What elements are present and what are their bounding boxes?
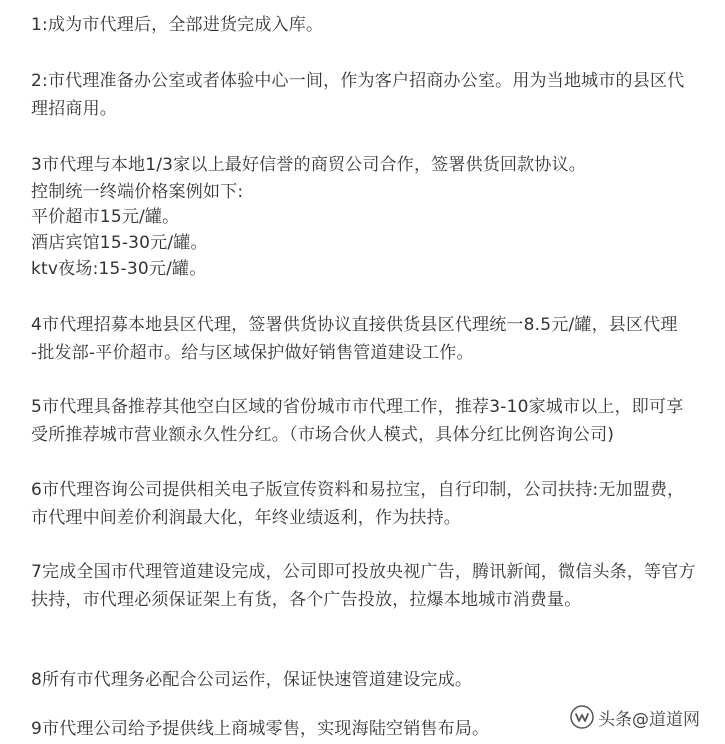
paragraph-6-line-2: 市代理中间差价利润最大化，年终业绩返利，作为扶持。 xyxy=(31,508,461,528)
paragraph-7-line-1: 7完成全国市代理管道建设完成，公司即可投放央视广告，腾讯新闻，微信头条，等官方 xyxy=(31,562,696,582)
paragraph-7-line-2: 扶持，市代理必须保证架上有货，各个广告投放，拉爆本地城市消费量。 xyxy=(31,590,582,610)
wechat-channel-icon xyxy=(570,705,594,729)
paragraph-5-line-1: 5市代理具备推荐其他空白区域的省份城市市代理工作，推荐3-10家城市以上，即可享 xyxy=(31,397,684,417)
paragraph-1-line-1: 1:成为市代理后，全部进货完成入库。 xyxy=(31,15,324,35)
paragraph-4-line-1: 4市代理招募本地县区代理，签署供货协议直接供货县区代理统一8.5元/罐，县区代理 xyxy=(31,315,678,335)
paragraph-3-line-4: 酒店宾馆15-30元/罐。 xyxy=(31,233,208,253)
paragraph-6-line-1: 6市代理咨询公司提供相关电子版宣传资料和易拉宝，自行印制，公司扶持:无加盟费， xyxy=(31,480,685,500)
paragraph-3-line-5: ktv夜场:15-30元/罐。 xyxy=(31,259,207,279)
paragraph-3-line-1: 3市代理与本地1/3家以上最好信誉的商贸公司合作，签署供货回款协议。 xyxy=(31,155,586,175)
paragraph-2-line-1: 2:市代理准备办公室或者体验中心一间，作为客户招商办公室。用为当地城市的县区代 xyxy=(31,71,685,91)
watermark-text: 头条@道道网 xyxy=(598,709,700,730)
paragraph-9-line-1: 9市代理公司给予提供线上商城零售，实现海陆空销售布局。 xyxy=(31,719,490,739)
paragraph-3-line-2: 控制统一终端价格案例如下: xyxy=(31,182,244,202)
paragraph-4-line-2: -批发部-平价超市。给与区域保护做好销售管道建设工作。 xyxy=(31,343,474,363)
paragraph-8-line-1: 8所有市代理务必配合公司运作，保证快速管道建设完成。 xyxy=(31,670,473,690)
paragraph-5-line-2: 受所推荐城市营业额永久性分红。（市场合伙人模式，具体分红比例咨询公司) xyxy=(31,425,615,445)
paragraph-2-line-2: 理招商用。 xyxy=(31,99,117,119)
watermark xyxy=(566,702,704,732)
paragraph-3-line-3: 平价超市15元/罐。 xyxy=(31,207,180,227)
